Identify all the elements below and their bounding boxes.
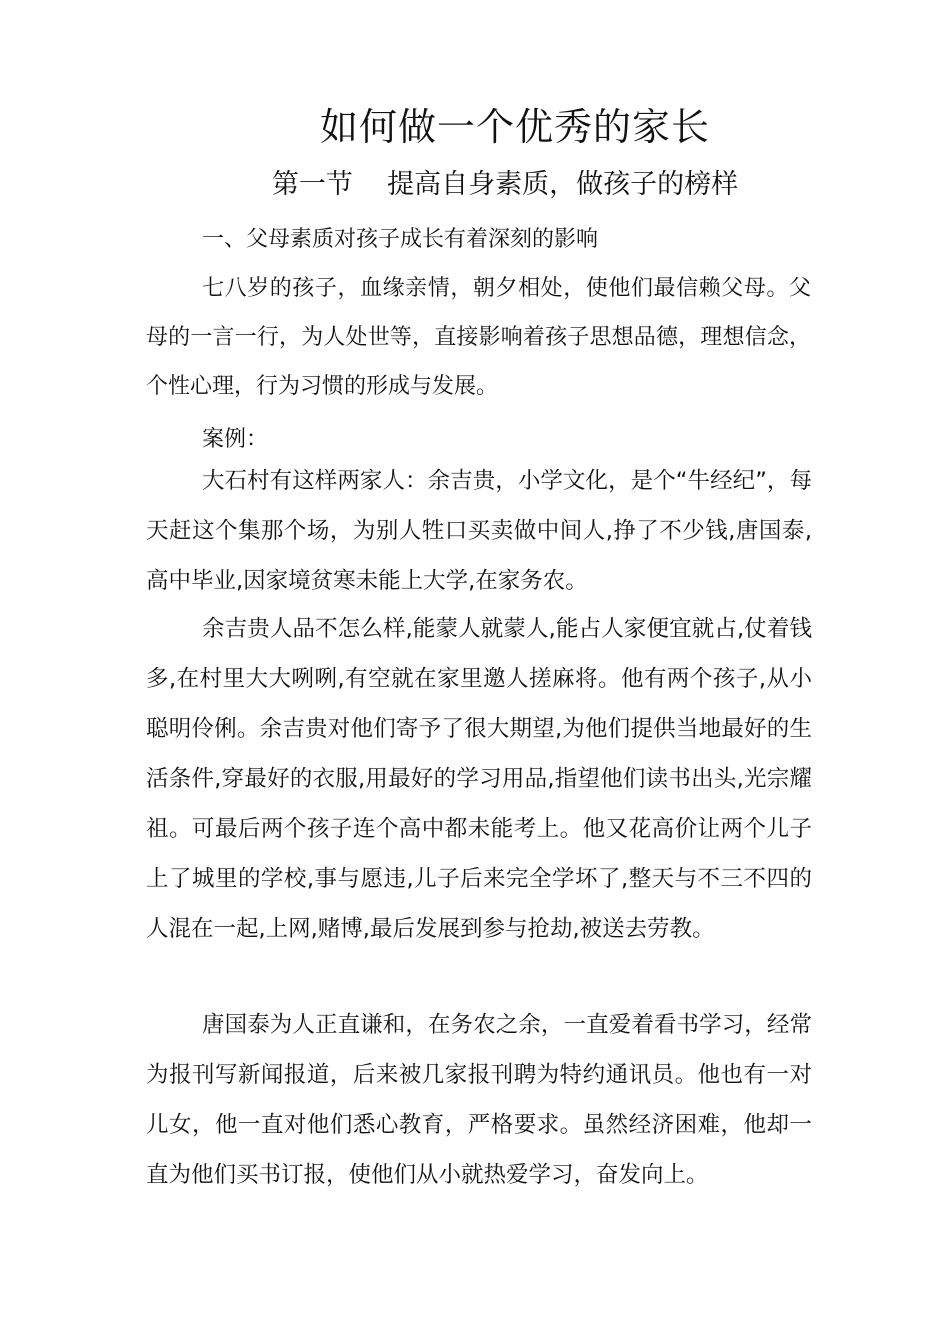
paragraph-intro: 七八岁的孩子，血缘亲情，朝夕相处，使他们最信赖父母。父母的一言一行，为人处世等，直接影响着孩子思想品德，理想信念，个性心理，行为习惯的形成与发展。 [146,276,811,399]
paragraph-case-intro: 大石村有这样两家人：余吉贵，小学文化，是个“牛经纪”，每天赶这个集那个场，为别人牲口买卖做中间人,挣了不少钱,唐国泰,高中毕业,因家境贫寒未能上大学,在家务农。 [146,468,812,594]
section-title: 第一节 提高自身素质，做孩子的榜样 [271,169,739,200]
paragraph-case-yu: 余吉贵人品不怎么样,能蒙人就蒙人,能占人家便宜就占,仗着钱多,在村里大大咧咧,有空就在家里邀人搓麻将。他有两个孩子,从小聪明伶俐。余吉贵对他们寄予了很大期望,为他们提供当地最好的生活条件,穿最好的衣服,用最好的学习用品,指望他们读书出头,光宗耀祖。可最后两个孩子连个高中都未能考上。他又花高价让两个儿子上了城里的学校,事与愿违,儿子后来完全学坏了,整天与不三不四的人混在一起,上网,赌博,最后发展到参与抢劫,被送去劳教。 [146,616,812,942]
case-label: 案例： [202,427,269,452]
document-title: 如何做一个优秀的家长 [319,105,710,149]
sub-heading: 一、父母素质对孩子成长有着深刻的影响 [202,227,599,252]
paragraph-case-tang: 唐国泰为人正直谦和，在务农之余，一直爱着看书学习，经常为报刊写新闻报道，后来被几家报刊聘为特约通讯员。他也有一对儿女，他一直对他们悉心教育，严格要求。虽然经济困难，他却一直为他们买书订报，使他们从小就热爱学习，奋发向上。 [146,1012,812,1188]
